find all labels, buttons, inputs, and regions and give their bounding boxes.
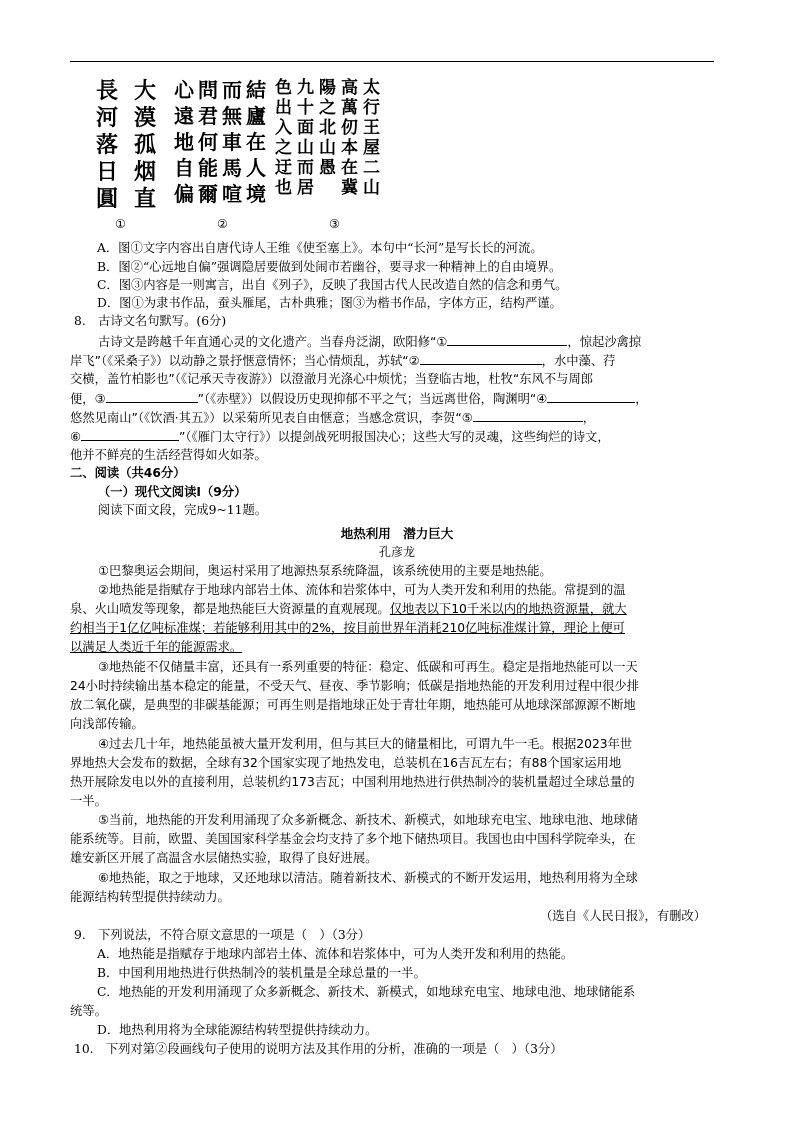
paragraph-5-line-1: ⑤当前，地热能的开发利用涌现了众多新概念、新技术、新模式，如地球充电宝、地球电池、地球储	[98, 813, 638, 827]
calligraphy-character: 山	[319, 138, 336, 158]
paragraph-4-line-3: 热开展除发电以外的直接利用，总装机约173吉瓦；中国利用地热进行供热制冷的装机量超过全球总量的	[70, 775, 635, 789]
calligraphy-character: 本	[341, 138, 358, 158]
calligraphy-character: 烟	[134, 159, 157, 185]
calligraphy-character: 面	[297, 118, 314, 138]
calligraphy-character: 偏	[174, 182, 194, 206]
article-source: （选自《人民日报》，有删改）	[540, 909, 707, 923]
paragraph-2-line-4: 以满足人类近千年的能源需求。	[70, 640, 243, 654]
paragraph-6-line-1: ⑥地热能，取之于地球，又还地球以清洁。随着新技术、新模式的不断开发运用，地热利用将为全球	[98, 871, 638, 885]
q8-line-2: 岸飞”（《采桑子》）以动静之景抒惬意情怀；当心情烦乱，苏轼“② ，水中藻、荇	[70, 354, 616, 368]
figure-label-3: ③	[329, 217, 340, 231]
calligraphy-character: 陽	[319, 78, 336, 98]
calligraphy-character: 何	[198, 130, 218, 154]
reading-instruction: 阅读下面文段，完成9~11题。	[98, 503, 268, 517]
calligraphy-character: 而	[297, 158, 314, 178]
q8-line-7: 他并不鲜亮的生活经营得如火如荼。	[70, 448, 267, 462]
calligraphy-character: 王	[363, 118, 380, 138]
q8-line-5: 悠然见南山”（《饮酒·其五》）以采菊所见表自由惬意；当感念赏识，李贺“⑤ ，	[70, 411, 596, 425]
q9-option-a: A．地热能是指赋存于地球内部岩土体、流体和岩浆体中，可为人类开发和利用的热能。	[97, 947, 574, 961]
q8-line-4: 便，③ ”（《赤壁》）以假设历史现抑郁不平之气；当远离世俗，陶渊明“④ ，	[70, 392, 648, 406]
calligraphy-character: 山	[363, 178, 380, 198]
calligraphy-character: 愚	[319, 158, 336, 178]
section-2-heading: 二、阅读（共46分）	[70, 466, 186, 480]
article-author: 孔彦龙	[378, 545, 415, 559]
article-title: 地热利用 潜力巨大	[340, 526, 454, 541]
calligraphy-character: 太	[363, 78, 380, 98]
figure-label-1: ①	[115, 217, 126, 231]
calligraphy-character: 人	[246, 156, 266, 180]
calligraphy-character: 出	[275, 98, 292, 118]
calligraphy-character: 九	[297, 78, 314, 98]
q8-line-6: ⑥ ”（《雁门太守行》）以提剑战死明报国决心；这些大写的灵魂，这些绚烂的诗文，	[70, 430, 610, 444]
calligraphy-character: 高	[341, 78, 358, 98]
q9-option-c-line-1: C．地热能的开发利用涌现了众多新概念、新技术、新模式，如地球充电宝、地球电池、地球储能系	[97, 985, 636, 999]
calligraphy-character: 直	[134, 186, 157, 212]
calligraphy-character: 問	[198, 78, 218, 102]
q7-option-a: A．图①文字内容出自唐代诗人王维《使至塞上》。本句中“长河”是写长长的河流。	[97, 241, 543, 255]
figure-label-2: ②	[217, 217, 228, 231]
calligraphy-character: 車	[222, 130, 242, 154]
paragraph-4-line-4: 一半。	[70, 794, 107, 808]
calligraphy-character: 能	[198, 156, 218, 180]
calligraphy-character: 心	[174, 78, 194, 102]
calligraphy-column	[275, 80, 292, 200]
calligraphy-character: 喧	[222, 182, 242, 206]
calligraphy-character: 二	[363, 158, 380, 178]
calligraphy-column	[222, 80, 242, 210]
paragraph-6-line-2: 能源结构转型提供持续动力。	[70, 890, 230, 904]
calligraphy-character: 境	[246, 182, 266, 206]
calligraphy-character: 孤	[134, 132, 157, 158]
calligraphy-character: 在	[246, 130, 266, 154]
calligraphy-character: 無	[222, 104, 242, 128]
paragraph-3-line-1: ③地热能不仅储量丰富，还具有一系列重要的特征：稳定、低碳和可再生。稳定是指地热能可以一天	[98, 660, 638, 674]
q9-option-d: D．地热利用将为全球能源结构转型提供持续动力。	[97, 1023, 378, 1037]
paragraph-2-line-3: 约相当于1亿亿吨标准煤；若能够利用其中的2%，按目前世界年消耗210亿吨标准煤计算，理论上便可	[70, 621, 625, 635]
calligraphy-character: 而	[222, 78, 242, 102]
calligraphy-character: 結	[246, 78, 266, 102]
paragraph-4-line-1: ④过去几十年，地热能虽被大量开发利用，但与其巨大的储量相比，可谓九牛一毛。根据2023年世	[98, 737, 633, 751]
calligraphy-column	[198, 80, 218, 210]
calligraphy-character: 君	[198, 104, 218, 128]
calligraphy-character: 之	[319, 98, 336, 118]
calligraphy-character: 迂	[275, 158, 292, 178]
calligraphy-character: 日	[96, 159, 119, 185]
q9-option-c-line-2: 统等。	[70, 1004, 107, 1018]
calligraphy-character: 山	[297, 138, 314, 158]
q9-option-b: B．中国利用地热进行供热制冷的装机量是全球总量的一半。	[97, 966, 426, 980]
paragraph-2-line-2: 泉、火山喷发等现象，都是地热能巨大资源量的直观展现。仅地表以下10千米以内的地热资源量，就大	[70, 602, 627, 616]
calligraphy-character: 在	[341, 158, 358, 178]
calligraphy-character: 漠	[134, 105, 157, 131]
calligraphy-column	[246, 80, 266, 210]
q8-line-3: 交横，盖竹柏影也”（《记承天寺夜游》）以澄澈月光涤心中烦忧；当登临古地，杜牧“东风不与周郎	[70, 372, 594, 386]
q9-stem: 9. 下列说法，不符合原文意思的一项是（ ）（3分）	[74, 928, 371, 942]
calligraphy-column	[363, 80, 380, 200]
calligraphy-character: 居	[297, 178, 314, 198]
calligraphy-character: 地	[174, 130, 194, 154]
paragraph-5-line-3: 雄安新区开展了高温含水层储热实验，取得了良好进展。	[70, 851, 378, 865]
calligraphy-character: 圓	[96, 186, 119, 212]
calligraphy-character: 色	[275, 78, 292, 98]
calligraphy-character: 也	[275, 178, 292, 198]
calligraphy-column	[134, 80, 156, 215]
calligraphy-character: 冀	[341, 178, 358, 198]
underlined-sentence: 仅地表以下10千米以内的地热资源量，就大	[389, 602, 627, 616]
paragraph-3-line-3: 放二氧化碳，是典型的非碳基能源；可再生则是指地球正处于青壮年期，地热能可从地球深部源源不断地	[70, 698, 636, 712]
calligraphy-character: 仞	[341, 118, 358, 138]
q7-option-d: D．图①为隶书作品，蚕头雁尾，古朴典雅；图③为楷书作品，字体方正，结构严谨。	[97, 296, 562, 310]
calligraphy-character: 萬	[341, 98, 358, 118]
calligraphy-column	[341, 80, 358, 200]
calligraphy-character: 馬	[222, 156, 242, 180]
calligraphy-character: 行	[363, 98, 380, 118]
calligraphy-character: 十	[297, 98, 314, 118]
q8-line-1: 古诗文是跨越千年直通心灵的文化遗产。当春舟泛湖，欧阳修“① ，惊起沙禽掠	[98, 335, 642, 349]
paragraph-3-line-2: 24小时持续输出基本稳定的能量，不受天气、昼夜、季节影响；低碳是指地热能的开发利用过程中很少排	[70, 679, 640, 693]
q7-option-b: B．图②“心远地自偏”强调隐居要做到处闹市若幽谷，要寻求一种精神上的自由境界。	[97, 260, 562, 274]
paragraph-2-line-1: ②地热能是指赋存于地球内部岩土体、流体和岩浆体中，可为人类开发和利用的热能。常提到的温	[98, 583, 626, 597]
calligraphy-character: 北	[319, 118, 336, 138]
calligraphy-character: 入	[275, 118, 292, 138]
calligraphy-character: 之	[275, 138, 292, 158]
calligraphy-character: 自	[174, 156, 194, 180]
paragraph-5-line-2: 能系统等。目前，欧盟、美国国家科学基金会均支持了多个地下储热项目。我国也由中国科学院牵头，在	[70, 832, 636, 846]
calligraphy-column	[297, 80, 314, 200]
calligraphy-column	[174, 80, 194, 210]
calligraphy-character: 長	[96, 78, 119, 104]
calligraphy-character: 爾	[198, 182, 218, 206]
calligraphy-character: 河	[96, 105, 119, 131]
q7-option-c: C．图③内容是一则寓言，出自《列子》，反映了我国古代人民改造自然的信念和勇气。	[97, 278, 568, 292]
calligraphy-character: 遠	[174, 104, 194, 128]
top-rule	[70, 61, 714, 62]
calligraphy-character: 大	[134, 78, 157, 104]
calligraphy-column	[319, 80, 336, 180]
paragraph-4-line-2: 界地热大会发布的数据，全球有32个国家实现了地热发电，总装机在16吉瓦左右；有88个国家运用地	[70, 756, 622, 770]
q10-stem: 10. 下列对第②段画线句子使用的说明方法及其作用的分析，准确的一项是（ ）（3分）	[74, 1042, 563, 1056]
q8-title: 8. 古诗文名句默写。(6分)	[74, 314, 227, 328]
paragraph-1: ①巴黎奥运会期间，奥运村采用了地源热泵系统降温，该系统使用的主要是地热能。	[98, 564, 552, 578]
calligraphy-column	[96, 80, 118, 215]
subsection-heading: （一）现代文阅读Ⅰ（9分）	[98, 485, 247, 499]
calligraphy-character: 落	[96, 132, 119, 158]
paragraph-3-line-4: 向浅部传输。	[70, 717, 144, 731]
calligraphy-character: 屋	[363, 138, 380, 158]
calligraphy-character: 廬	[246, 104, 266, 128]
